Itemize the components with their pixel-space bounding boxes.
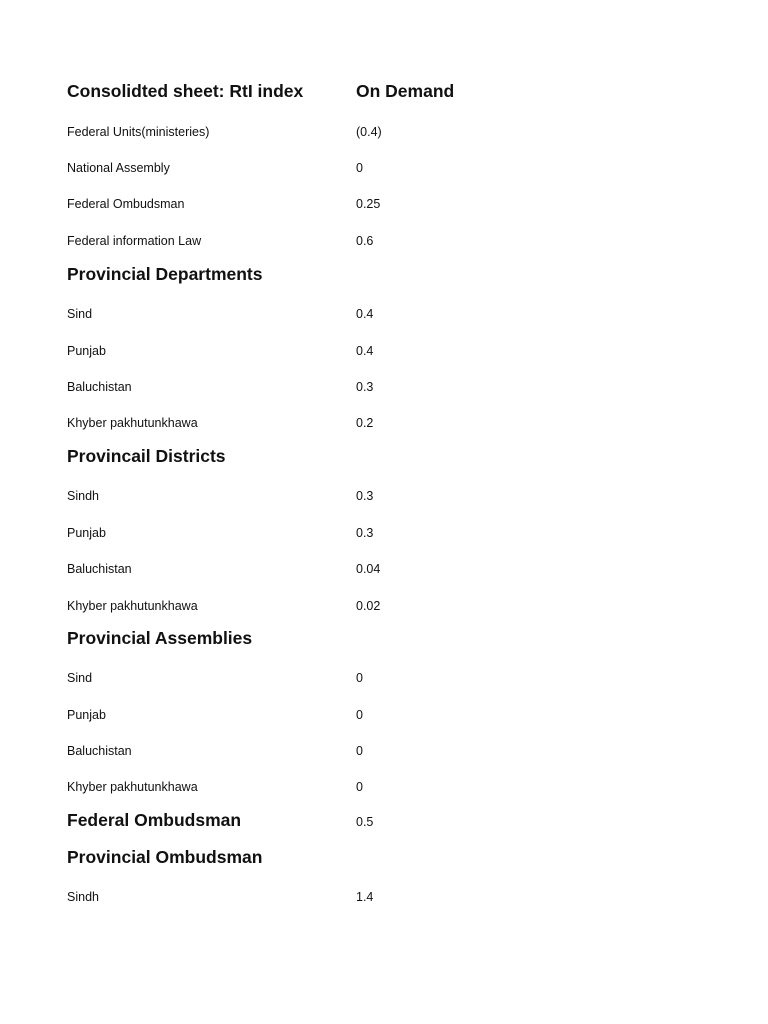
list-item [0,339,768,363]
item-label: Sind [67,307,93,321]
item-label: Sindh [67,890,99,904]
list-item [0,375,768,399]
list-item [0,666,768,690]
item-label: National Assembly [67,161,170,175]
list-item [0,521,768,545]
section-heading-federal-ombudsman [0,808,768,832]
section-heading: Provincial Departments [67,264,263,284]
item-label: Punjab [67,526,106,540]
item-label: Federal information Law [67,234,202,248]
list-item [0,120,768,144]
item-value: 0 [356,161,363,175]
item-value: 0 [356,780,363,794]
item-value: 0 [356,744,363,758]
item-label: Sind [67,671,93,685]
item-value: 0.4 [356,344,374,358]
item-value: 0 [356,708,363,722]
item-value: 0.25 [356,197,381,211]
list-item [0,703,768,727]
item-label: Khyber pakhutunkhawa [67,599,198,613]
section-heading-provincial-departments [0,262,768,286]
item-label: Sindh [67,489,99,503]
list-item [0,557,768,581]
sheet-header [0,79,768,103]
item-label: Baluchistan [67,744,132,758]
list-item [0,484,768,508]
item-value: 0.3 [356,489,374,503]
item-label: Federal Units(ministeries) [67,125,210,139]
item-value: 0.3 [356,526,374,540]
list-item [0,411,768,435]
section-heading: Provincail Districts [67,446,226,466]
item-label: Khyber pakhutunkhawa [67,780,198,794]
list-item [0,156,768,180]
item-value: 0.04 [356,562,381,576]
list-item [0,302,768,326]
item-label: Khyber pakhutunkhawa [67,416,198,430]
item-value: 0 [356,671,363,685]
list-item [0,739,768,763]
list-item [0,594,768,618]
item-value: 0.3 [356,380,374,394]
item-value: 1.4 [356,890,374,904]
column-header-on-demand: On Demand [356,81,455,101]
list-item [0,775,768,799]
section-heading: Provincial Ombudsman [67,847,263,867]
item-label: Punjab [67,708,106,722]
item-value: 0.4 [356,307,374,321]
item-value: 0.6 [356,234,374,248]
item-value: 0.02 [356,599,381,613]
item-value: (0.4) [356,125,382,139]
list-item [0,885,768,909]
item-value: 0.5 [356,815,374,829]
section-heading-provincial-districts [0,444,768,468]
item-label: Punjab [67,344,106,358]
section-heading-provincial-ombudsman [0,845,768,869]
sheet-title: Consolidted sheet: RtI index [67,81,304,101]
item-label: Federal Ombudsman [67,197,185,211]
item-label: Baluchistan [67,380,132,394]
section-heading-provincial-assemblies [0,626,768,650]
section-heading: Provincial Assemblies [67,628,253,648]
section-heading: Federal Ombudsman [67,810,242,830]
list-item [0,192,768,216]
item-label: Baluchistan [67,562,132,576]
item-value: 0.2 [356,416,374,430]
list-item [0,229,768,253]
